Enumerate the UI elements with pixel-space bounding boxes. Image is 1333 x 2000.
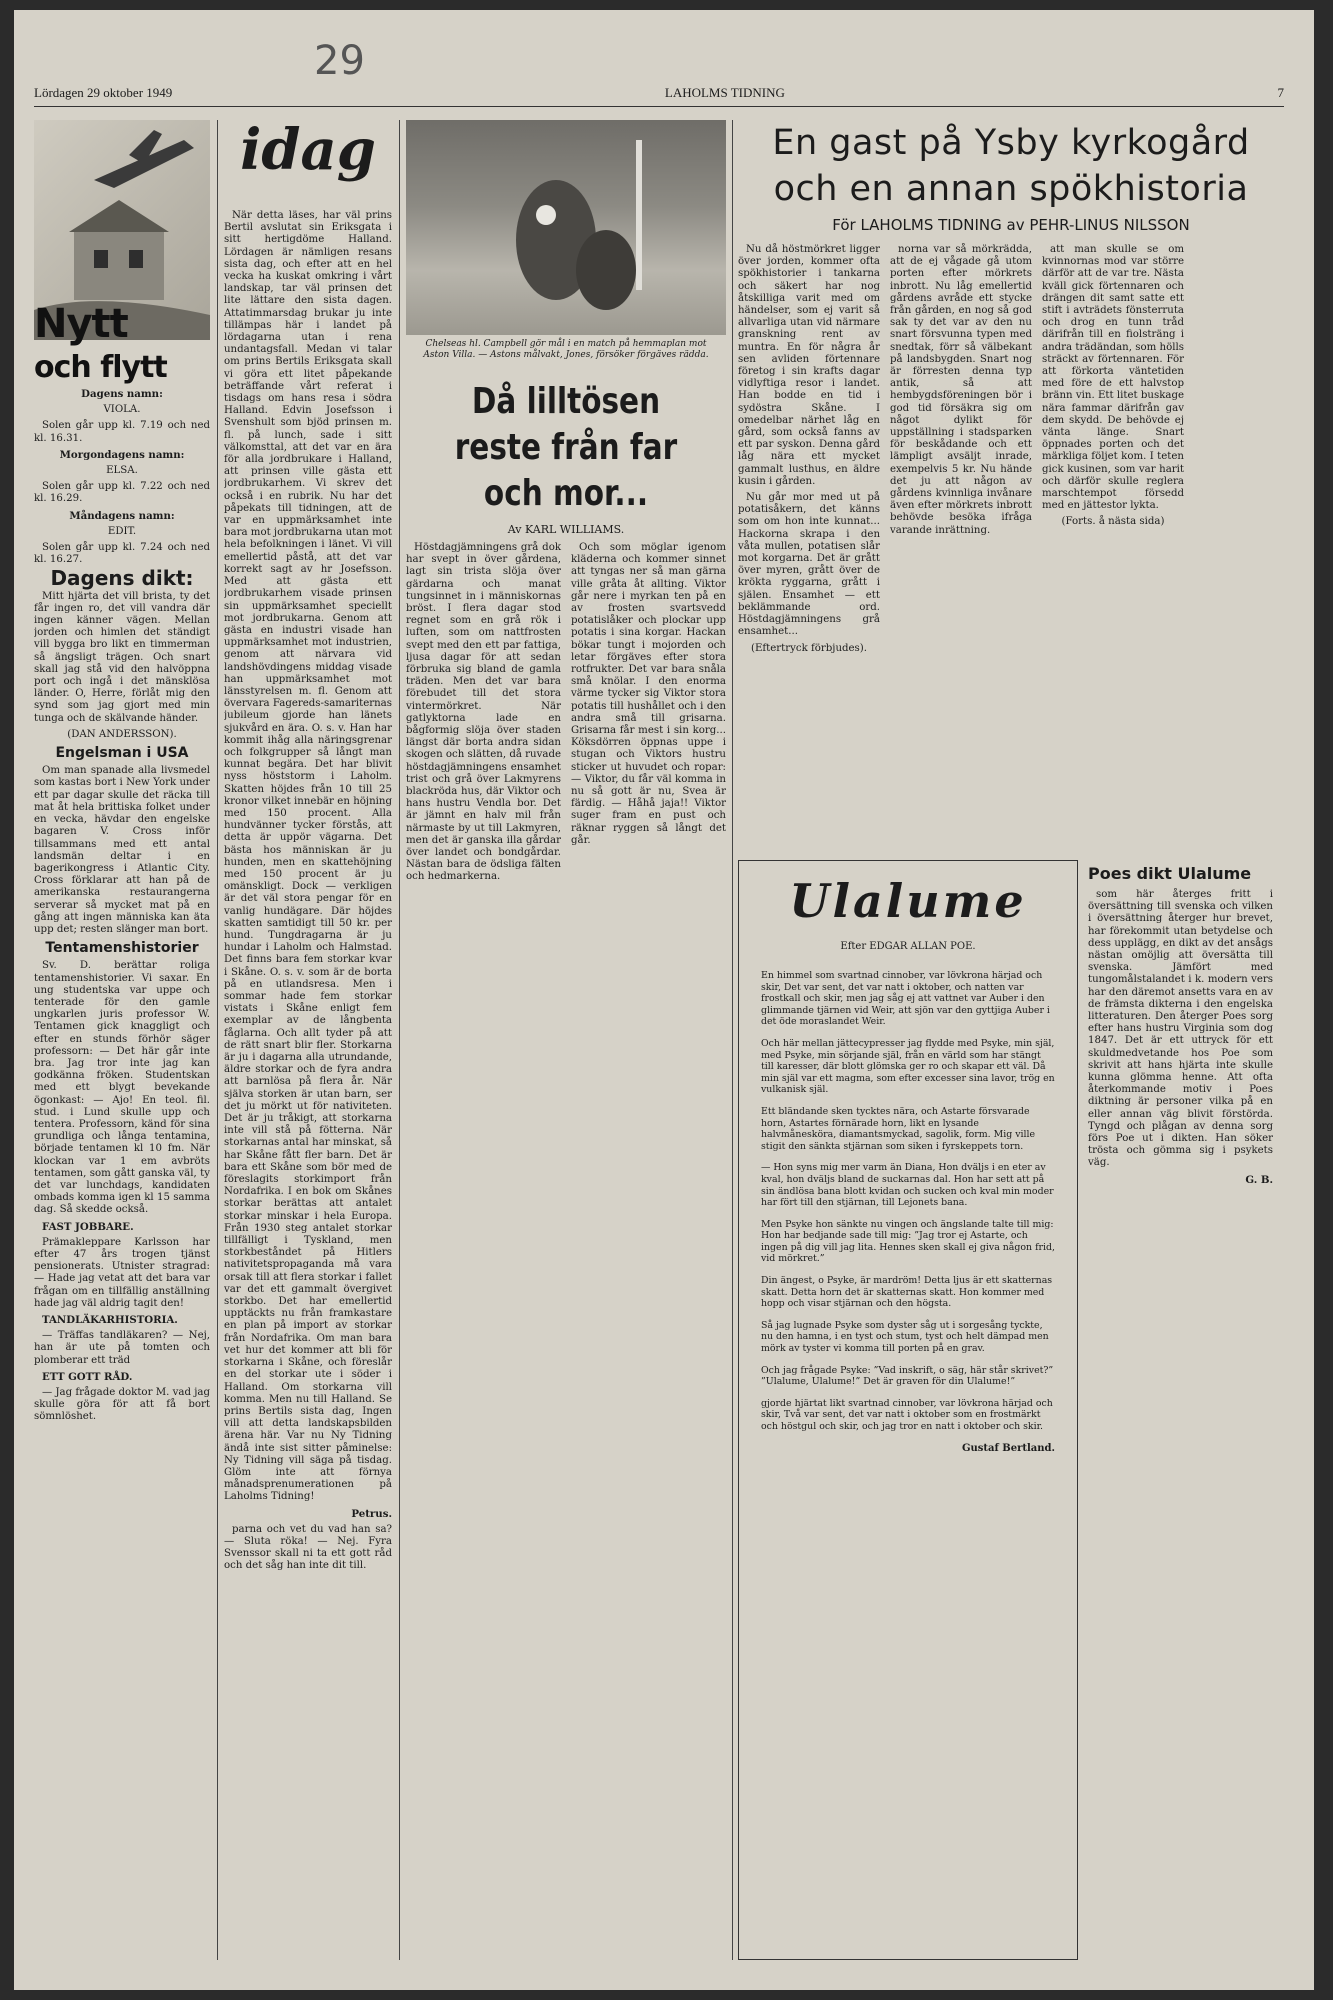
ett-heading: ETT GOTT RÅD. (42, 1370, 133, 1383)
verse: Och här mellan jättecypresser jag flydde med Psyke, min själ, med Psyke, min sörjande själ, från en värld som har stängt till karesser, där blott glömska ger ro och skapar ett väl. Då min själ var ett magma, som efter excesser sina lavor, trög en vulkanisk själ. (761, 1037, 1055, 1096)
tand-heading: TANDLÄKARHISTORIA. (42, 1314, 178, 1327)
column-nytt-och-flytt (34, 120, 210, 1960)
engelsman-text: Om man spanade alla livsmedel som kastas bort i New York under ett par dagar skulle det räcka till mat åt hela brittiska folket under en vecka, hävdar den engelske bagaren V. Cross inför tillsammans med ett antal landsmän deltar i en bagerikongress i Atlantic City. Cross förklarar att han på de amerikanska restaurangerna serverar så mycket mat på en gång att ingen människa kan äta upp det; resten slänger man bort. (34, 765, 210, 935)
dagens-dikt-heading: Dagens dikt: (50, 566, 194, 591)
nytt-title: Nytt och flytt (34, 301, 167, 385)
continued-note: (Forts. å nästa sida) (1061, 516, 1165, 528)
page-number: 7 (1277, 85, 1284, 100)
column-rule (732, 120, 733, 1960)
translator-signature: Gustaf Bertland. (961, 1442, 1055, 1454)
morgondagens-heading: Morgondagens namn: (59, 448, 185, 461)
idag-signature: Petrus. (351, 1507, 392, 1520)
photo-caption: Chelseas hl. Campbell gör mål i en match på hemmaplan mot Aston Villa. — Astons målvakt, Jones, försöker förgäves rädda. (423, 339, 709, 360)
column-rule (217, 120, 218, 1960)
article-text-right: Och som möglar igenom kläderna och kommer sinnet att tyngas ner så man gärna ville gråta åt allting. Viktor går nere i myrkan ten på en av frosten svartsvedd potatislåker och plockar upp potatis i sina korgar. Hackan bökar tungt i mojorden och letar förgäves efter stora rotfrukter. Det var bara snåla små knölar. I den enorma värme tycker sig Viktor stora potatis till hushållet och i den andra små till grisarna. Grisarna får mest i sin korg... Köksdörren öppnas uppe i stugan och Viktors hustru sticker ut huvudet och ropar: — Viktor, du får väl komma in nu så gott är nu, Svea är färdig. — Håhå jaja!! Viktor suger fram en pust och räknar ryggen så långt det går. (571, 542, 726, 846)
ysby-text-col2: norna var så mörkrädda, att de ej vågade gå utom porten efter mörkrets inbrott. Nu låg emellertid gårdens avråde ett stycke från gården, en nog så god sak ty det var av den nu snart försvunna typen med snedtak, förr så välbekant på landsbygden. Snart nog är förresten denna typ antik, så att hembygdsföreningen bör i god tid försäkra sig om något dylikt för uppställning i stadsparken för beskådande och ett lämpligt avsäljt inrade, exempelvis 5 kr. Nu hände det ju att någon av gårdens kvinnliga invånare även efter mörkrets inbrott behövde besöka ifråga varande inrättning. (890, 244, 1032, 536)
sun-times-3: Solen går upp kl. 7.24 och ned kl. 16.27. (34, 542, 210, 566)
tand-text: — Träffas tandläkaren? — Nej, han är ute på tomten och plomberar ett träd (34, 1330, 210, 1366)
poes-signature: G. B. (1245, 1173, 1273, 1186)
morgondagens-namn: ELSA. (106, 465, 138, 477)
poes-heading: Poes dikt Ulalume (1088, 864, 1252, 883)
ysby-headline-1: En gast på Ysby kyrkogård (772, 123, 1250, 163)
article-headline: Då lilltösen reste från far och mor... (454, 381, 678, 514)
idag-bottom-text: parna och vet du vad han sa? — Sluta röka! — Nej. Fyra Svenssor skall ni ta ett gott råd och det såg han inte dit till. (224, 1523, 392, 1572)
page-header (34, 80, 1284, 107)
verse: gjorde hjärtat likt svartnad cinnober, var lövkrona härjad och skir, Två var sent, det var natt i oktober som en frostmärkt och höstgul och skir, och jag tror en natt i oktober och skir. (761, 1397, 1053, 1432)
page-date: Lördagen 29 oktober 1949 (34, 85, 173, 100)
dagens-dikt: Mitt hjärta det vill brista, ty det får ingen ro, det vill vandra där ingen känner vägen. Mellan jorden och himlen det ständigt vill bygga bro likt en timmerman så ängsligt trägen. Och snart skall jag stå vid den halvöppna port och ingå i det mänsklösa länder. O, Herre, förlåt mig den synd som jag gjort med min tunga och de skälvande händer. (34, 590, 210, 724)
mandagens-heading: Måndagens namn: (69, 509, 175, 522)
sun-times-2: Solen går upp kl. 7.22 och ned kl. 16.29. (34, 481, 210, 505)
tentamen-text: Sv. D. berättar roliga tentamenshistorier. Vi saxar. En ung studentska var uppe och tenterade för den gamle ungkarlen juris professor W. Tentamen gick knaggligt och efter en stunds förhör säger professorn: — Det här går inte bra. Jag tror inte jag kan godkänna fröken. Studentskan med ett blygt bevekande ögonkast: — Ajo! En teol. fil. stud. i Lund skulle upp och tentera. Professorn, känd för sina grundliga och långa tentamina, började tentamen kl 10 fm. När klockan var 1 em avbröts tentamen, som gått ganska väl, ty det var lunchdags, kandidaten ombads komma igen kl 15 samma dag. Så skedde också. (34, 960, 210, 1216)
verse: Och jag frågade Psyke: ”Vad inskrift, o säg, här står skrivet?” ”Ulalume, Ulalume!” Det är graven för din Ulalume!” (761, 1364, 1054, 1388)
lilltosen-sign: (Eftertryck förbjudes). (750, 642, 868, 654)
football-photo (406, 120, 726, 335)
verse: Så jag lugnade Psyke som dyster såg ut i sorgesång tyckte, nu den hamna, i en tyst och stum, tyst och helt dämpad men mörk av tyster vi komma till porten på en grav. (761, 1319, 1049, 1355)
column-idag (224, 120, 392, 1960)
dikt-author: (DAN ANDERSSON). (67, 728, 177, 740)
idag-text: När detta läses, har väl prins Bertil avslutat sin Eriksgata i sitt hertigdöme Halland. Lördagen är nämligen resans sista dag, och efter att en hel vecka ha kuskat omkring i vårt landskap, tar väl prinsen det lite lättare den sista dagen. Attatimmarsdag brukar ju inte tillämpas här i landet på lördagarna utan i rena undantagsfall. Medan vi talar om prins Bertils Eriksgata skall vi göra ett litet påpekande beträffande vårt referat i tisdags om hans resa i södra Halland. Edvin Josefsson i Svenshult som bjöd prinsen m. fl. på lunch, sade i sitt välkomsttal, att det var en ära för alla jordbrukare i Halland, att prinsen ville gästa ett jordbrukarhem. Vi skrev det också i en rubrik. Nu har det påpekats till tidningen, att de var en uppmärksamhet inte bara mot jordbrukarna utan mot hela befolkningen i länet. Vi vill emellertid påstå, att det var korrekt sagt av hr Josefsson. Med att gästa ett jordbrukarhem visade prinsen sin uppmärksamhet speciellt mot jordbrukarna. Genom att gästa en industri visade han uppmärksamhet mot industrien, genom att närvara vid landshövdingens middag visade han uppmärksamhet mot länsstyrelsen m. fl. Genom att övervara Fagereds-samariternas jubileum gjorde han länets sjukvård en ära. O. s. v. Han har kommit ihåg alla näringsgrenar och folkgrupper så långt man kunnat begära. Det har blivit nyss höststorm i Laholm. Skatten höjdes från 10 till 25 kronor vilket innebär en höjning med 150 procent. Alla hundvänner tycker förstås, att detta är uppör vägarna. Det bästa hos människan är ju hunden, men en skattehöjning med 150 procent är ju omänskligt. Dock — verkligen är det väl stora pengar för en vanlig hundägare. Där höjdes skatten samtidigt till 50 kr. per hund. Tungdragarna är ju hundar i Laholm och Halmstad. Det finns bara fem storkar kvar i Skåne. O. s. v. som är de borta på en utlandsresa. Men i sommar hade fem storkar vistats i Skåne enligt fem exemplar av de långbenta fåglarna. Och allt tyder på att de rätt snart blir fler. Storkarna är ju i dagarna alla utrundande, äldre storkar och de fyra andra att barnlösa på flera år. När själva storken är utan barn, ser det ju mörkt ut för nativiteten. Det är ju tråkigt, att storkarna inte vill stå på fötterna. När storkarnas antal har minskat, så har Skåne fått fler barn. Det är bara ett Skåne som bör med de föreslagits storkimport från Nordafrika. I en bok om Skånes storkar berättas att antalet storkar minskar i hela Europa. Från 1930 steg antalet storkar tillfälligt i Tyskland, men storkbeståndet på Hitlers nativitetspropaganda må vara orsak till att flera storkar i fallet var det ett gammalt övergivet storkbo. Det har emellertid upptäckts nu från framkastare en plan på import av storkar från Nordafrika. Om man bara vet hur det kommer att bli för storkarna i Skåne, och föreslår en del storkar ute i söder i Halland. Om storkarna vill komma. Men nu till Halland. Se prins Bertils sista dag, Ingen vill att detta landskapsbilden ärena här. Var nu Ny Tidning ändå inte sist sitter påminelse: Ny Tidning vill säga på tisdag. Glöm inte att förnya månadsprenumerationen på Laholms Tidning! (224, 210, 392, 1503)
article-text-left: Höstdagjämningens grå dok har svept in över gårdena, lagt sin trista slöja över gärdarna och manat tungsinnet in i människornas bröst. I flera dagar stod regnet som en grå rök i luften, som om nattfrosten svept med den ett par fattiga, ljusa dagar för att sedan förbruka sig bland de gamla träden. Men det var bara förebudet till det stora vintermörkret. När gatlyktorna lade en bågformig slöja över staden längst där borta andra sidan skogen och slätten, då ruvade höstdagjämningens ensamhet trist och grå över Lakmyrens blackröda hus, där Viktor och hans hustru Vendla bor. Det är jämnt en halv mil från närmaste by ut till Lakmyren, men det är ganska illa gårdar över landet och bondgårdar. Nästan bara de ödsliga fälten och hedmarkerna. (406, 542, 561, 883)
ysby-headline-2: och en annan spökhistoria (773, 169, 1249, 209)
verse: — Hon syns mig mer varm än Diana, Hon dväljs i en eter av kval, hon dväljs bland de suckarnas dal. Hon har sett att på sin ändlösa bana blott kvidan och sucken och kval min moder har fört till den stjärnan, till Lejonets bana. (761, 1162, 1054, 1209)
verse: Ett bländande sken tycktes nära, och Astarte försvarade horn, Astartes förnärade horn, likt en lysande halvmånesköra, diamantsmyckad, sagolik, form. Mig ville stigit den sänkta stjärnan som siken i fyrskeppets torn. (761, 1105, 1036, 1152)
mandagens-namn: EDIT. (107, 525, 137, 537)
verse: Din ängest, o Psyke, är mardröm! Detta ljus är ett skatternas skatt. Detta horn det är skatternas skatt. Hon kommer med hopp och visar stjärnan och den högsta. (761, 1275, 1053, 1310)
verse: En himmel som svartnad cinnober, var lövkrona härjad och skir, Det var sent, det var natt i oktober, och natten var frostkall och skir, men jag såg ej att vattnet var Auber i den glimmande tjärnen vid Weir, att sjön var den gyttjiga Auber i det öde moraslandet Weir. (761, 970, 1050, 1028)
article-ysby (738, 120, 1284, 1960)
column-rule (399, 120, 400, 1960)
ysby-text-col1: Nu då höstmörkret ligger över jorden, kommer ofta spökhistorier i tankarna och säkert har nog åtskilliga varit med om händelser, som ej varit så allvarliga utan vid närmare granskning rent av muntra. En för några år sen avliden förtennare företog i sin krafts dagar vidlyftiga resor i landet. Han bodde en tid i sydöstra Skåne. I omedelbar närhet låg en gård, som också fanns av ett par syskon. Denna gård låg nära ett mycket gammalt lusthus, en äldre kusin i gården. (738, 244, 880, 487)
article-lilltosen (406, 120, 726, 1960)
engelsman-heading: Engelsman i USA (55, 745, 189, 762)
ulalume-title: Ulalume (789, 874, 1027, 928)
handwritten-number: 29 (314, 38, 365, 84)
ulalume-author: Efter EDGAR ALLAN POE. (840, 941, 976, 952)
poes-text: som här återges fritt i översättning till svenska och vilken i översättning återger hur brevet, har förekommit utan betydelse och dess upplägg, en dikt av det ansågs nästan omöjlig att översätta till svenska. Jämfört med tungomålstalandet i k. modern vers har den däremot ansetts vara en av de främsta dikterna i den engelska litteraturen. Den återger Poes sorg efter hans hustru Virginia som dog 1847. Det är ett uttryck för ett skuldmedvetande hos Poe som skrivit att hans hjärta inte skulle kunna glömma henne. Att ofta återkommande motiv i Poes diktning är personer vilka på en eller annan väg blivit förstörda. Tyngd och plågan av denna sorg förs Poe ut i dikten. Han söker trösta och gömma sig i psykets väg. (1088, 889, 1273, 1169)
dagens-namn-heading: Dagens namn: (81, 388, 163, 400)
poes-dikt-column (1088, 860, 1273, 1960)
idag-title: idag (240, 120, 376, 183)
tentamen-heading: Tentamenshistorier (45, 940, 199, 957)
article-byline: Av KARL WILLIAMS. (507, 523, 625, 536)
sun-times-1: Solen går upp kl. 7.19 och ned kl. 16.31. (34, 420, 210, 444)
lilltosen-cont: Nu går mor med ut på potatisåkern, det känns som om hon inte kunnat... Hackorna skrapa i den våta mullen, potatisen slår mot korgarna. Det är grått över myren, grått över de kröktа ryggarna, grått i själen. Ensamhet — ett beklämmande ord. Höstdagjämningens grå ensamhet... (738, 492, 880, 638)
newspaper-page (14, 10, 1314, 1990)
fast-heading: FAST JOBBARE. (42, 1220, 134, 1233)
masthead: LAHOLMS TIDNING (664, 85, 785, 100)
fast-text: Prämakleppare Karlsson har efter 47 års trogen tjänst pensionerats. Utnister stragrad: — Hade jag vetat att det bara var frågan om en tillfällig anställning hade jag väl aldrig tagit den! (34, 1236, 210, 1309)
ysby-text-col3: att man skulle se om kvinnornas mod var större därför att de var tre. Nästa kväll gick förtennaren och drängen dit samt satte ett stift i avträdets fönsterruta och drog en tunn tråd därifrån till en fiolsträng i andra trädändan, som hölls sträckt av förtennaren. För att förkorta väntetiden med före de ett halvstop bränn vin. Ett litet buskage nära fammar därifrån gav dem skydd. De behövde ej vänta länge. Snart öppnades porten och det märkliga följet kom. I teten gick kusinen, som var harit och därför skulle reglera marschtempot försedd med en jättestor lykta. (1042, 244, 1184, 512)
verse: Men Psyke hon sänkte nu vingen och ängslande talte till mig: Hon har bedjande sade till mig: ”Jag tror ej Astarte, och ingen på dig vill jag litа. Hennes sken skall ej giva någon frid, vid mörkret.” (761, 1218, 1055, 1265)
ysby-byline: För LAHOLMS TIDNING av PEHR-LINUS NILSSON (832, 216, 1190, 234)
ulalume-poem-box (738, 860, 1078, 1960)
ett-text: — Jag frågade doktor M. vad jag skulle göra för att få bort sömnlöshet. (34, 1387, 210, 1423)
dagens-namn: VIOLA. (103, 404, 141, 416)
